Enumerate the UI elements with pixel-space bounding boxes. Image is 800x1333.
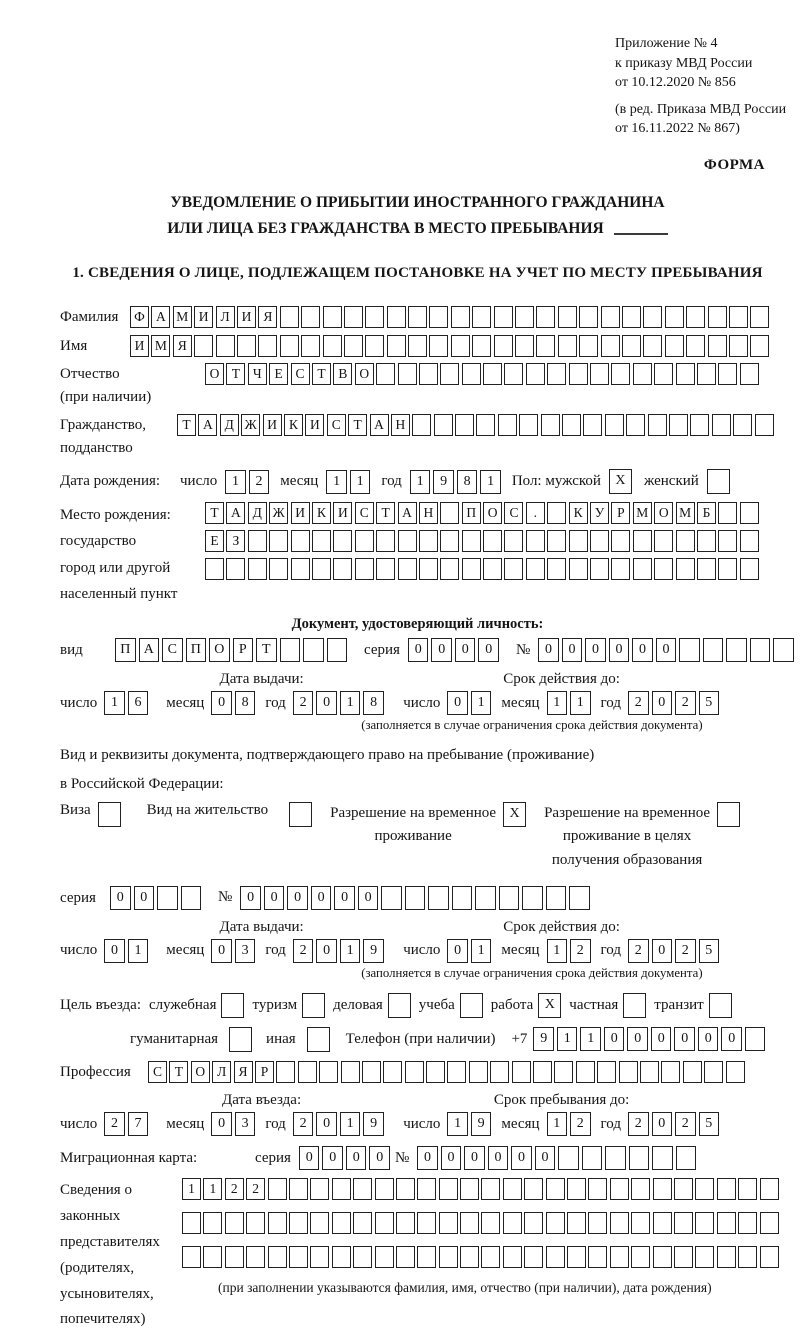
birth-day-boxes[interactable]: 1 2 [225,470,272,494]
purpose-private-option: частная [569,993,646,1018]
surname-label: Фамилия [60,309,119,326]
birth-place-line2-boxes[interactable]: Е З [205,530,761,552]
edu-residence-permit-label: Разрешение на временное проживание в целях получения образования [544,805,711,868]
migration-series-boxes[interactable]: 0 0 0 0 [299,1146,393,1170]
day-label: число [403,942,441,959]
purpose-business-option: деловая [333,993,411,1018]
entry-month-boxes[interactable]: 0 3 [211,1112,258,1136]
residence-expiry-group [361,918,775,981]
migration-series-label: серия [255,1149,291,1166]
migration-number-boxes[interactable]: 0 0 0 0 0 0 [417,1146,699,1170]
month-label: месяц [166,1115,205,1132]
residence-expiry-day-boxes[interactable]: 0 1 [447,939,494,963]
residence-doc-dates [60,919,775,981]
month-label: месяц [501,694,540,711]
purpose-official-checkbox[interactable] [221,993,244,1018]
phone-prefix: +7 [511,1030,528,1047]
purpose-study-option: учеба [419,993,483,1018]
doc-type-label: вид [60,641,83,658]
edu-residence-permit-checkbox[interactable] [717,802,740,827]
birth-place-boxes-block [205,502,761,586]
temp-residence-permit-option [330,802,526,849]
residence-issue-group [60,919,403,981]
day-label: число [60,1115,98,1132]
purpose-tourism-option: туризм [252,993,325,1018]
doc-issue-month-boxes[interactable]: 0 8 [211,691,258,715]
purpose-humanitarian-option: гуманитарная [130,1027,252,1052]
citizenship-row [60,414,775,459]
doc-issue-day-boxes[interactable]: 1 6 [104,691,151,715]
representatives-line1-boxes[interactable]: 1 1 2 2 [182,1178,781,1200]
representatives-line3-boxes[interactable] [182,1246,781,1268]
month-label: месяц [166,694,205,711]
residence-series-label: серия [60,889,96,906]
patronymic-boxes[interactable]: О Т Ч Е С Т В О [205,363,761,385]
doc-series-label: серия [364,641,400,658]
visa-checkbox[interactable] [98,802,121,827]
stay-day-boxes[interactable]: 1 9 [447,1112,494,1136]
purpose-row [60,993,775,1018]
phone-label: Телефон (при наличии) [345,1030,496,1047]
patronymic-row [60,363,775,408]
birth-date-row [60,469,775,494]
visa-option [60,802,121,827]
residence-issue-title: Дата выдачи: [219,918,304,935]
birth-year-boxes[interactable]: 1 9 8 1 [410,470,504,494]
day-label: число [60,694,98,711]
year-label: год [381,473,402,490]
purpose-transit-option: транзит [654,993,731,1018]
purpose-work-checkbox[interactable]: X [538,993,561,1018]
purpose-official-option: служебная [149,993,245,1018]
doc-expiry-month-boxes[interactable]: 1 1 [547,691,594,715]
identity-doc-row [60,638,775,662]
sex-male-checkbox[interactable]: X [609,469,632,494]
purpose-transit-checkbox[interactable] [709,993,732,1018]
year-label: год [600,1115,621,1132]
doc-expiry-group [361,671,775,733]
sex-label: Пол: мужской [511,473,601,490]
edition-line: от 16.11.2022 № 867) [615,121,740,137]
residence-expiry-title: Срок действия до: [503,918,620,935]
birth-place-line3-boxes[interactable] [205,558,761,580]
purpose-private-checkbox[interactable] [623,993,646,1018]
day-label: число [403,694,441,711]
month-label: месяц [501,942,540,959]
birth-date-label: Дата рождения: [60,473,161,490]
migration-number-label: № [394,1149,410,1166]
form-title-line2: ИЛИ ЛИЦА БЕЗ ГРАЖДАНСТВА В МЕСТО ПРЕБЫВАНИЯ [60,216,775,242]
phone-row [130,1027,775,1052]
residence-doc-intro: Вид и реквизиты документа, подтверждающего право на пребывание (проживание) в Российской Федерации: [60,747,595,792]
patronymic-label: Отчество (при наличии) [60,366,152,405]
day-label: число [403,1115,441,1132]
visa-label: Виза [60,802,91,819]
year-label: год [600,694,621,711]
sex-female-checkbox[interactable] [707,469,730,494]
purpose-label: Цель въезда: [60,997,141,1014]
day-label: число [60,942,98,959]
birth-place-line1-boxes[interactable]: Т А Д Ж И К И С Т А Н П О С . К У Р М О М Б [205,502,761,524]
representatives-label: Сведения о законных представителях (родителях, усыновителях, попечителях) [60,1182,160,1328]
purpose-humanitarian-checkbox[interactable] [229,1027,252,1052]
name-row [60,335,775,358]
entry-day-boxes[interactable]: 2 7 [104,1112,151,1136]
month-label: месяц [501,1115,540,1132]
purpose-business-checkbox[interactable] [388,993,411,1018]
doc-expiry-title: Срок действия до: [503,671,620,688]
profession-row [60,1061,775,1084]
temp-residence-permit-label: Разрешение на временное проживание [330,805,497,845]
residence-number-boxes[interactable]: 0 0 0 0 0 0 [240,886,593,910]
sex-female-label: женский [643,473,699,490]
surname-boxes[interactable]: Ф А М И Л И Я [130,306,772,328]
day-label: число [180,473,218,490]
month-label: месяц [166,942,205,959]
purpose-work-option: работа X [491,993,562,1018]
edition-line: (в ред. Приказа МВД России [615,101,787,117]
doc-type-boxes[interactable]: П А С П О Р Т [115,638,350,662]
residence-doc-series-row [60,886,775,910]
profession-boxes[interactable]: С Т О Л Я Р [148,1061,747,1083]
purpose-other-option: иная [266,1027,330,1052]
residence-permit-checkbox[interactable] [289,802,312,827]
appendix-line: от 10.12.2020 № 856 [615,75,736,91]
appendix-header [615,34,787,139]
year-label: год [265,1115,286,1132]
title-blank-underline [614,233,668,235]
residence-issue-year-boxes[interactable]: 2 0 1 9 [293,939,387,963]
purpose-study-checkbox[interactable] [460,993,483,1018]
residence-expiry-month-boxes[interactable]: 1 2 [547,939,594,963]
form-title-line1: УВЕДОМЛЕНИЕ О ПРИБЫТИИ ИНОСТРАННОГО ГРАЖДАНИНА [170,193,665,211]
representatives-note: (при заполнении указываются фамилия, имя, отчество (при наличии), дата рождения) [218,1280,712,1296]
section-1-heading: 1. СВЕДЕНИЯ О ЛИЦЕ, ПОДЛЕЖАЩЕМ ПОСТАНОВКЕ НА УЧЕТ ПО МЕСТУ ПРЕБЫВАНИЯ [72,265,763,282]
entry-stay-dates [60,1092,775,1136]
residence-permit-option [147,802,312,827]
migration-card-label: Миграционная карта: [60,1150,198,1167]
purpose-tourism-checkbox[interactable] [302,993,325,1018]
doc-expiry-note: (заполняется в случае ограничения срока действия документа) [361,718,703,733]
doc-issue-group [60,671,403,733]
name-boxes[interactable]: И М Я [130,335,772,357]
surname-row [60,306,775,329]
doc-series-boxes[interactable]: 0 0 0 0 [408,638,502,662]
citizenship-label: Гражданство, подданство [60,417,147,456]
appendix-line: к приказу МВД России [615,55,753,71]
year-label: год [265,694,286,711]
purpose-other-checkbox[interactable] [307,1027,330,1052]
birth-place-row [60,502,775,607]
temp-residence-permit-checkbox[interactable]: X [503,802,526,827]
appendix-line: Приложение № 4 [615,36,718,51]
profession-label: Профессия [60,1063,131,1080]
representatives-row [60,1178,775,1333]
phone-boxes[interactable]: 9 1 1 0 0 0 0 0 0 [533,1027,768,1051]
residence-permit-label: Вид на жительство [146,802,269,819]
identity-doc-heading: Документ, удостоверяющий личность: [291,616,544,633]
birth-month-boxes[interactable]: 1 1 [326,470,373,494]
doc-number-boxes[interactable]: 0 0 0 0 0 0 [538,638,797,662]
identity-doc-dates [60,671,775,733]
residence-doc-options-row [60,802,775,872]
entry-year-boxes[interactable]: 2 0 1 9 [293,1112,387,1136]
birth-place-label: Место рождения: государство город или другой населенный пункт [60,507,178,602]
stay-month-boxes[interactable]: 1 2 [547,1112,594,1136]
name-label: Имя [60,337,88,354]
stay-until-group [403,1092,775,1136]
residence-number-label: № [218,889,233,906]
representatives-line2-boxes[interactable] [182,1212,781,1234]
edu-residence-permit-option [544,802,740,872]
form-title [60,190,775,241]
residence-expiry-note: (заполняется в случае ограничения срока действия документа) [361,965,703,980]
doc-issue-title: Дата выдачи: [219,671,304,688]
stay-until-title: Срок пребывания до: [493,1092,630,1109]
stay-year-boxes[interactable]: 2 0 2 5 [628,1112,722,1136]
month-label: месяц [280,473,319,490]
residence-issue-month-boxes[interactable]: 0 3 [211,939,258,963]
doc-number-label: № [515,641,531,658]
migration-card-row [60,1146,775,1170]
form-label: ФОРМА [703,156,765,173]
entry-date-title: Дата въезда: [222,1092,302,1109]
year-label: год [265,942,286,959]
doc-issue-year-boxes[interactable]: 2 0 1 8 [293,691,387,715]
doc-expiry-year-boxes[interactable]: 2 0 2 5 [628,691,722,715]
residence-series-boxes[interactable]: 0 0 [110,886,204,910]
representatives-boxes-block [182,1178,781,1296]
residence-expiry-year-boxes[interactable]: 2 0 2 5 [628,939,722,963]
doc-expiry-day-boxes[interactable]: 0 1 [447,691,494,715]
year-label: год [600,942,621,959]
citizenship-boxes[interactable]: Т А Д Ж И К И С Т А Н [177,414,776,436]
entry-date-group [60,1092,403,1136]
residence-issue-day-boxes[interactable]: 0 1 [104,939,151,963]
